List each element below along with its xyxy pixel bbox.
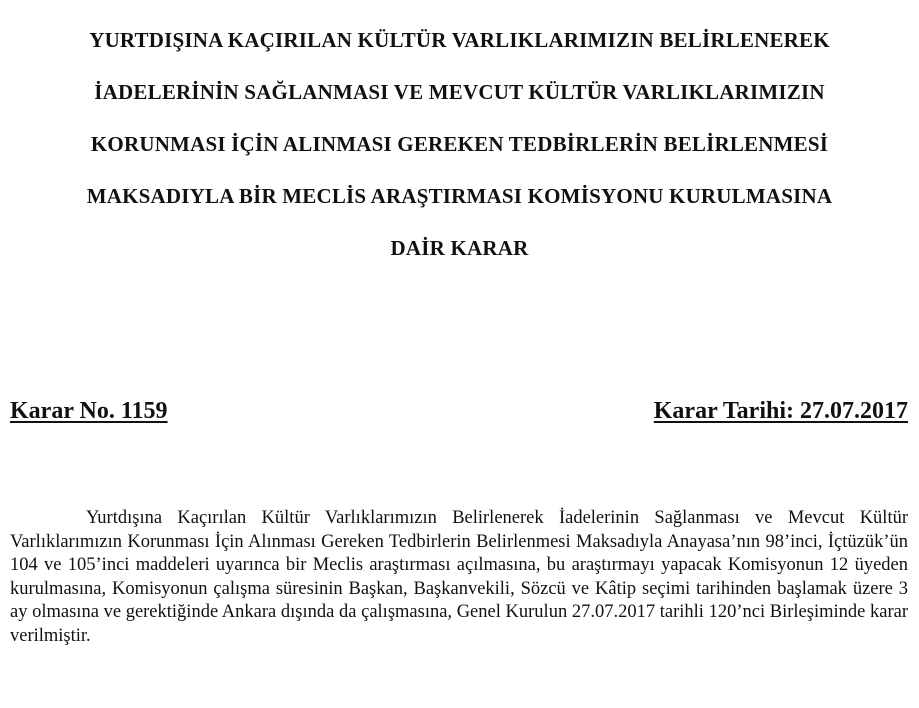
title-line-5: DAİR KARAR	[390, 236, 529, 260]
title-line-3: KORUNMASI İÇİN ALINMASI GEREKEN TEDBİRLERİN BELİRLENMESİ	[90, 132, 829, 156]
document-title	[0, 14, 919, 274]
title-line-1: YURTDIŞINA KAÇIRILAN KÜLTÜR VARLIKLARIMIZIN BELİRLENEREK	[89, 28, 830, 52]
decision-header	[10, 398, 908, 434]
title-line-2: İADELERİNİN SAĞLANMASI VE MEVCUT KÜLTÜR VARLIKLARIMIZIN	[94, 80, 825, 104]
title-line-4: MAKSADIYLA BİR MECLİS ARAŞTIRMASI KOMİSYONU KURULMASINA	[86, 184, 833, 208]
decision-body-paragraph: Yurtdışına Kaçırılan Kültür Varlıklarımızın Belirlenerek İadelerinin Sağlanması ve Mevcut Kültür Varlıklarımızın Korunması İçin Alınması Gereken Tedbirlerin Belirlenmesi Maksadıyla Anayasa’nın 98’inci, İçtüzük’ün 104 ve 105’inci maddeleri uyarınca bir Meclis araştırması açılmasına, bu araştırmayı yapacak Komisyonun 12 üyeden kurulmasına, Komisyonun çalışma süresinin Başkan, Başkanvekili, Sözcü ve Kâtip seçimi tarihinden başlamak üzere 3 ay olmasına ve gerektiğinde Ankara dışında da çalışmasına, Genel Kurulun 27.07.2017 tarihli 120’nci Birleşiminde karar verilmiştir.	[10, 508, 908, 646]
decision-number: Karar No. 1159	[10, 398, 168, 424]
decision-date: Karar Tarihi: 27.07.2017	[653, 398, 908, 424]
